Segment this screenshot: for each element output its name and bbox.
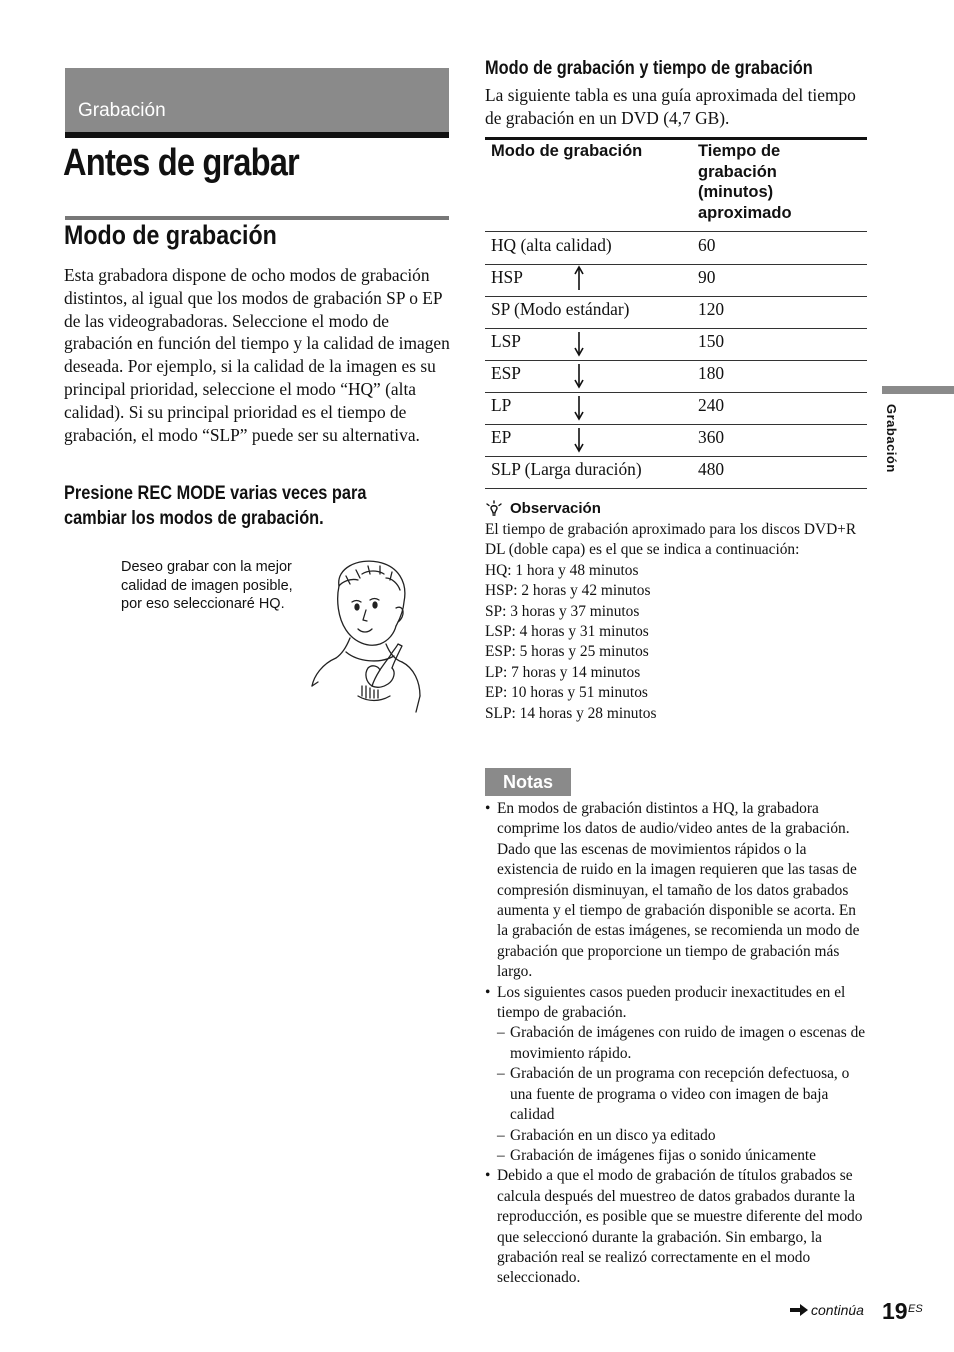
note-subitem: – Grabación de imágenes con ruido de imagen o escenas de movimiento rápido. (497, 1024, 866, 1062)
section-subtitle: Modo de grabación (64, 220, 277, 250)
continue-arrow-icon (789, 1303, 809, 1317)
table-row (485, 264, 867, 297)
mode-cell: LSP (491, 331, 521, 351)
minutes-cell: 150 (698, 331, 725, 351)
table-row (485, 424, 867, 457)
arrow-down-icon (573, 328, 585, 358)
tip-line: SP: 3 horas y 37 minutos (485, 602, 640, 620)
mode-cell: HSP (491, 267, 523, 287)
note-subitem: – Grabación en un disco ya editado (497, 1126, 716, 1144)
notes-label: Notas (485, 768, 571, 796)
note-subitem-text: Grabación de un programa con recepción defectuosa, o una fuente de programa o video con imagen de baja calidad (510, 1065, 850, 1124)
tip-line: ESP: 5 horas y 25 minutos (485, 643, 649, 661)
side-tab-label: Grabación (884, 404, 899, 473)
table-row (485, 392, 867, 425)
minutes-cell: 360 (698, 427, 725, 447)
mode-cell: ESP (491, 363, 521, 383)
table-row (485, 232, 867, 265)
note-subitem: – Grabación de imágenes fijas o sonido únicamente (497, 1146, 817, 1164)
note-subitem-text: Grabación de imágenes fijas o sonido únicamente (510, 1146, 817, 1164)
table-row (485, 328, 867, 361)
note-item: • Los siguientes casos pueden producir inexactitudes en el tiempo de grabación. (485, 983, 869, 1024)
mode-cell: HQ (alta calidad) (491, 235, 612, 255)
minutes-cell: 240 (698, 395, 725, 415)
tip-line: EP: 10 horas y 51 minutos (485, 684, 648, 702)
table-top-rule (485, 137, 867, 140)
section-label: Grabación (78, 100, 166, 121)
tip-line: LP: 7 horas y 14 minutos (485, 663, 641, 681)
note-subitem-text: Grabación de imágenes con ruido de imagen o escenas de movimiento rápido. (510, 1024, 866, 1062)
page-language-suffix: ES (908, 1303, 923, 1315)
intro-paragraph: Esta grabadora dispone de ocho modos de grabación distintos, al igual que los modos de grabación SP o EP de las videograbadoras. Seleccione el modo de grabación en función del tiempo y la calidad de imagen deseada. Por ejemplo, si la calidad de la imagen es su principal prioridad, seleccione el modo “HQ” (alta calidad). Si su principal prioridad es el tiempo de grabación, el modo “SLP” puede ser su alternativa. (64, 265, 450, 445)
page-number: 19 (882, 1298, 908, 1324)
page-title: Antes de grabar (63, 142, 299, 184)
tip-line: El tiempo de grabación aproximado para los discos DVD+R DL (doble capa) es el que se indica a continuación: (485, 521, 857, 559)
tip-title: Observación (510, 500, 601, 517)
note-item: • En modos de grabación distintos a HQ, la grabadora comprime los datos de audio/video antes de la grabación. Dado que las escenas de movimientos rápidos o la existencia de ruido en la imagen requieren que las tasas de compresión disminuyan, el tamaño de los datos grabados aumenta y el tiempo de grabación disponible se acorta. En la grabación de estas imágenes, se recomienda un modo de grabación que proporcione un tiempo de grabación más largo. (485, 799, 869, 983)
table-row (485, 360, 867, 393)
side-tab-bar (882, 386, 954, 394)
minutes-cell: 90 (698, 267, 716, 287)
minutes-cell: 180 (698, 363, 725, 383)
minutes-cell: 480 (698, 459, 725, 479)
note-item: • Debido a que el modo de grabación de títulos grabados se calcula después del muestreo de datos grabados durante la reproducción, es posible que se muestre diferente del modo que seleccionó durante la grabación. Sin embargo, la grabación real se realizó correctamente en el modo seleccionado. (485, 1166, 869, 1288)
arrow-down-icon (573, 392, 585, 422)
table-intro: La siguiente tabla es una guía aproximada del tiempo de grabación en un DVD (4,7 GB). (485, 85, 856, 128)
mode-cell: LP (491, 395, 512, 415)
table-header-mode: Modo de grabación (491, 142, 643, 160)
note-subitem: – Grabación de un programa con recepción defectuosa, o una fuente de programa o video con imagen de baja calidad (497, 1065, 850, 1124)
table-heading: Modo de grabación y tiempo de grabación (485, 58, 813, 79)
person-illustration (306, 556, 424, 718)
table-header-time: Tiempo de grabación (minutos) aproximado (698, 142, 792, 222)
lightbulb-icon (485, 500, 503, 520)
tip-line: SLP: 14 horas y 28 minutos (485, 704, 657, 722)
section-header-bar (65, 68, 449, 132)
minutes-cell: 60 (698, 235, 716, 255)
note-subitem-text: Grabación en un disco ya editado (510, 1126, 716, 1144)
tip-line: HSP: 2 horas y 42 minutos (485, 582, 651, 600)
arrow-up-icon (573, 264, 585, 294)
mode-cell: SP (Modo estándar) (491, 299, 630, 319)
tip-line: HQ: 1 hora y 48 minutos (485, 561, 639, 579)
mode-cell: EP (491, 427, 512, 447)
mode-cell: SLP (Larga duración) (491, 459, 642, 479)
instruction-heading: Presione REC MODE varias veces para cambiar los modos de grabación. (64, 483, 367, 529)
arrow-down-icon (573, 360, 585, 390)
notes-list (485, 799, 869, 1289)
minutes-cell: 120 (698, 299, 725, 319)
arrow-down-icon (573, 424, 585, 454)
tip-body (485, 520, 867, 724)
table-header-row-rule (485, 199, 867, 232)
table-row (485, 456, 867, 489)
section-rule (65, 132, 449, 138)
continue-label: continúa (811, 1302, 864, 1318)
illustration-caption: Deseo grabar con la mejor calidad de imagen posible, por eso seleccionaré HQ. (121, 559, 293, 612)
tip-line: LSP: 4 horas y 31 minutos (485, 623, 649, 641)
table-row (485, 296, 867, 329)
